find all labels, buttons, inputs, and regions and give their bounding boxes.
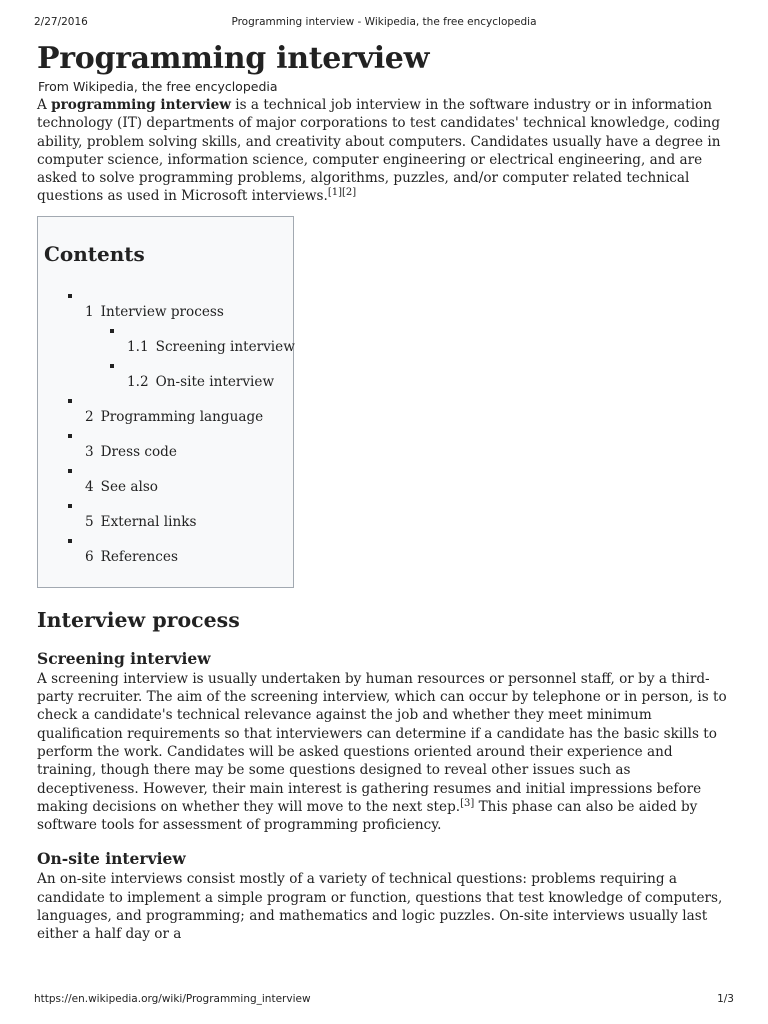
toc-item-screening-interview[interactable]: 1.1 Screening interview <box>127 338 295 355</box>
onsite-paragraph: An on-site interviews consist mostly of a variety of technical questions: problems requiring a candidate to implement a simple program or function, questions that test knowledge of computers, languages, and programming; and mathematics and logic puzzles. On-site interviews usually last either a half day or a <box>37 871 723 943</box>
toc-item-interview-process[interactable]: 1 Interview process <box>85 303 224 320</box>
table-of-contents <box>37 216 294 588</box>
toc-bullet-icon <box>68 399 72 403</box>
screening-paragraph: A screening interview is usually undertaken by human resources or personnel staff, or by a third-party recruiter. The aim of the screening interview, which can occur by telephone or in person, is to check a candidate's technical relevance against the job and whether they meet minimum qualification requirements so that interviewers can determine if a candidate has the basic skills to perform the work. Candidates will be asked questions oriented around their experience and training, though there may be some questions designed to reveal other issues such as deceptiveness. However, their main interest is gathering resumes and initial impressions before making decisions on whether they will move to the next step.[3] This phase can also be aided by software tools for assessment of programming proficiency. <box>37 670 727 834</box>
toc-item-references[interactable]: 6 References <box>85 548 178 565</box>
toc-item-programming-language[interactable]: 2 Programming language <box>85 408 264 425</box>
toc-bullet-icon <box>68 539 72 543</box>
article-content <box>37 40 731 944</box>
toc-bullet-icon <box>110 364 114 368</box>
print-page-number: 1/3 <box>717 993 734 1005</box>
toc-item-see-also[interactable]: 4 See also <box>85 478 158 495</box>
toc-item-on-site-interview[interactable]: 1.2 On-site interview <box>127 373 275 390</box>
section-heading-interview-process: Interview process <box>37 607 240 632</box>
toc-bullet-icon <box>68 504 72 508</box>
subsection-heading-onsite: On-site interview <box>37 849 186 869</box>
toc-bullet-icon <box>110 329 114 333</box>
intro-paragraph: A programming interview is a technical job interview in the software industry or in information technology (IT) departments of major corporations to test candidates' technical knowledge, coding ability, problem solving skills, and creativity about computers. Candidates usually have a degree in computer science, information science, computer engineering or electrical engineering, and are asked to solve programming problems, algorithms, puzzles, and/or computer related technical questions as used in Microsoft interviews.[1][2] <box>37 97 721 205</box>
toc-bullet-icon <box>68 434 72 438</box>
toc-bullet-icon <box>68 469 72 473</box>
intro-citation-link[interactable]: [1][2] <box>327 187 357 199</box>
print-header <box>34 16 734 30</box>
subsection-heading-screening: Screening interview <box>37 648 211 668</box>
screening-citation-link[interactable]: [3] <box>460 797 475 809</box>
intro-bold-term: programming interview <box>51 97 231 113</box>
page-title: Programming interview <box>37 41 430 76</box>
print-date: 2/27/2016 <box>34 16 88 28</box>
toc-item-dress-code[interactable]: 3 Dress code <box>85 443 177 460</box>
print-page-title: Programming interview - Wikipedia, the free encyclopedia <box>231 16 537 28</box>
print-url: https://en.wikipedia.org/wiki/Programming_interview <box>34 993 311 1005</box>
toc-heading: Contents <box>44 241 145 266</box>
article-subtitle: From Wikipedia, the free encyclopedia <box>38 79 278 94</box>
print-footer <box>34 993 734 1007</box>
toc-item-external-links[interactable]: 5 External links <box>85 513 197 530</box>
toc-bullet-icon <box>68 294 72 298</box>
